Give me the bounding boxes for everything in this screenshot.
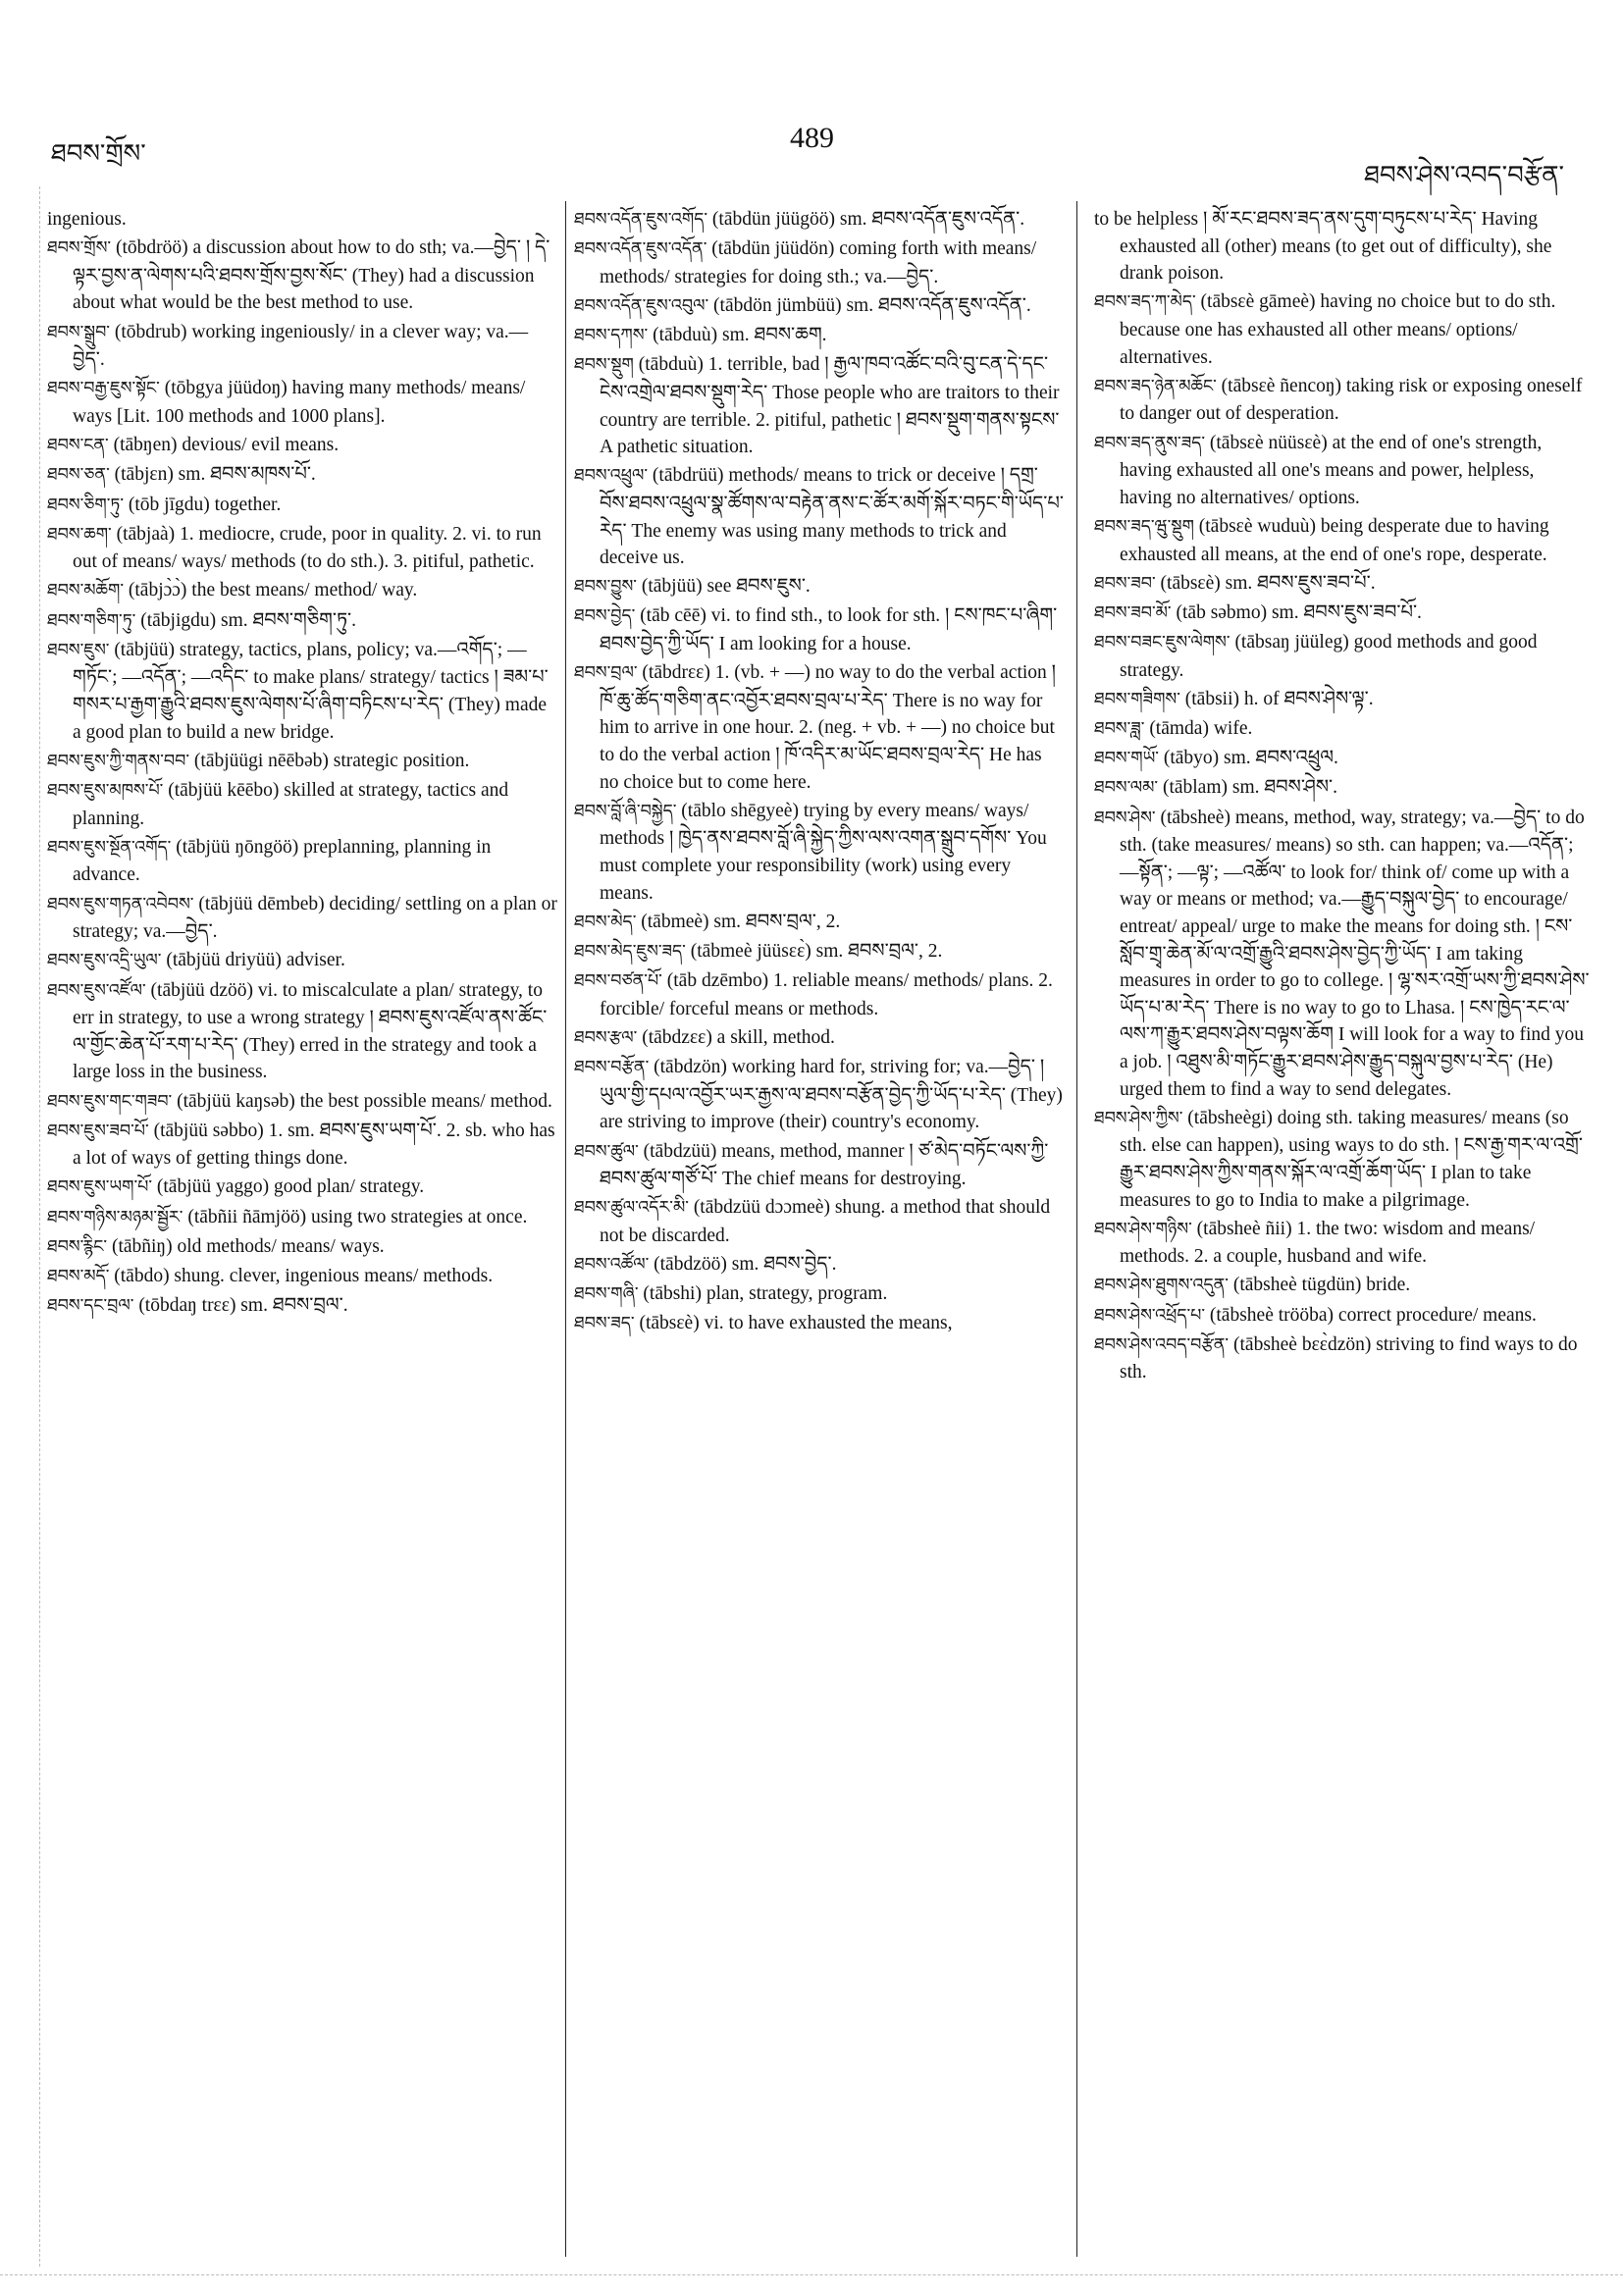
entry-headword: ཐབས་ཇུས་ཡག་པོ་ bbox=[47, 1177, 153, 1198]
entry-definition: (tābsheè) means, method, way, strategy; va.—བྱེད་ to do sth. (take measures/ means) so sth. can happen; va.—འདོན་; —སྟོན་; —ལྟ་; —འཚོལ་ to look for/ think of/ come up with a way or means or method; va.—རྒྱུད་བསྐུལ་བྱེད་ to encourage/ entreat/ appeal/ urge to make the means for doing sth. ། ངས་སློབ་གྲྭ་ཆེན་མོ་ལ་འགྲོ་རྒྱུའི་ཐབས་ཤེས་བྱེད་ཀྱི་ཡོད་ I am taking measures in order to go to college. ། ལྷ་སར་འགྲོ་ཡས་ཀྱི་ཐབས་ཤེས་ཡོད་པ་མ་རེད་ There is no way to go to Lhasa. ། ངས་ཁྱེད་རང་ལ་ལས་ཀ་རྒྱུར་ཐབས་ཤེས་བལྟས་ཆོག I will look for a way to find you a job. ། འཐུས་མི་གཏོང་རྒྱུར་ཐབས་ཤེས་རྒྱུད་བསྐུལ་བྱས་པ་རེད་ (He) urged them to find a way to send delegates. bbox=[1120, 807, 1590, 1100]
entry-definition: (tābñiŋ) old methods/ means/ ways. bbox=[107, 1235, 385, 1257]
dictionary-entry bbox=[1094, 1105, 1590, 1214]
entry-headword: ཐབས་ངན་ bbox=[47, 436, 109, 456]
entry-definition: (tābjüügi nēēbəb) strategic position. bbox=[189, 750, 470, 771]
dictionary-entry bbox=[1094, 570, 1590, 599]
entry-definition: (tābdün jüügöö) sm. ཐབས་འདོན་ཇུས་འདོན་. bbox=[707, 209, 1025, 230]
entry-headword: ཐབས་གཡོ་ bbox=[1094, 749, 1159, 769]
dictionary-entry bbox=[47, 977, 557, 1086]
entry-definition: to be helpless ། མོ་རང་ཐབས་ཟད་ནས་དུག་བཏུངས་པ་རེད་ Having exhausted all (other) means (to get out of difficulty), she drank poison. bbox=[1094, 209, 1552, 285]
entry-headword: ཐབས་ཇུས་གཏན་འབེབས་ bbox=[47, 894, 194, 914]
entry-definition: (tābjüü yaggo) good plan/ strategy. bbox=[152, 1176, 425, 1198]
dictionary-entry bbox=[1094, 288, 1590, 371]
right-guide-word: ཐབས་ཤེས་འབད་བརྩོན་ bbox=[1364, 161, 1564, 190]
left-guide-word: ཐབས་གྲོས་ bbox=[51, 139, 146, 169]
dictionary-entry bbox=[47, 206, 557, 234]
entry-headword: ཐབས་ཇུས་འདྲི་ཡུལ་ bbox=[47, 951, 162, 971]
dictionary-entry bbox=[47, 748, 557, 776]
entry-definition: (tābsheègi) doing sth. taking measures/ means (so sth. else can happen), using ways to do sth. ། ངས་རྒྱ་གར་ལ་འགྲོ་རྒྱུར་ཐབས་ཤེས་ཀྱིས་གནས་སྐོར་ལ་འགྲོ་ཆོག་ཡོད་ I plan to take measures to go to India to make a pilgrimage. bbox=[1120, 1107, 1583, 1211]
entry-headword: ཐབས་ལམ་ bbox=[1094, 778, 1159, 799]
entry-definition: (tōbdröö) a discussion about how to do sth; va.—བྱེད་ ། དེ་ལྟར་བྱས་ན་ལེགས་པའི་ཐབས་གྲོས་བྱས་སོང་ (They) had a discussion about what would be the best method to use. bbox=[73, 237, 550, 314]
entry-definition: (tābjɛn) sm. ཐབས་མཁས་པོ་. bbox=[109, 464, 316, 486]
dictionary-entry bbox=[574, 1054, 1065, 1136]
entry-definition: ingenious. bbox=[47, 209, 127, 230]
entry-definition: (tābsheè tügdün) bride. bbox=[1228, 1275, 1411, 1296]
entry-headword: ཐབས་ཟབ་མོ་ bbox=[1094, 602, 1172, 623]
entry-definition: (tābdzöö) sm. ཐབས་བྱེད་. bbox=[649, 1254, 837, 1276]
column-3 bbox=[1094, 206, 1590, 2257]
dictionary-entry bbox=[574, 967, 1065, 1022]
dictionary-entry bbox=[1094, 745, 1590, 773]
entry-definition: (tāblo shēgyeè) trying by every means/ ways/ methods ། ཁྱེད་ནས་ཐབས་བློ་ཞི་སྐྱེད་ཀྱིས་ལས་འགན་སྒྲུབ་དགོས་ You must complete your responsibility (work) using every means. bbox=[600, 800, 1047, 904]
dictionary-entry bbox=[574, 1251, 1065, 1279]
dictionary-entry bbox=[47, 777, 557, 832]
entry-definition: (tābsheè ñii) 1. the two: wisdom and means/ methods. 2. a couple, husband and wife. bbox=[1120, 1218, 1536, 1268]
entry-headword: ཐབས་བྲལ་ bbox=[574, 663, 638, 684]
entry-definition: (tābjüü kaŋsəb) the best possible means/ method. bbox=[172, 1090, 552, 1112]
scan-edge-line bbox=[39, 186, 40, 2267]
dictionary-entry bbox=[1094, 600, 1590, 628]
dictionary-entry bbox=[574, 1024, 1065, 1053]
dictionary-entry bbox=[47, 577, 557, 605]
entry-definition: (tābdzüü dɔɔmeè) shung. a method that should not be discarded. bbox=[600, 1197, 1051, 1246]
entry-headword: ཐབས་ཤེས་ཀྱིས་ bbox=[1094, 1108, 1183, 1128]
entry-headword: ཐབས་ཟད་ཝུ་སྡུག bbox=[1094, 516, 1194, 537]
entry-headword: ཐབས་ཟད་ bbox=[574, 1314, 635, 1334]
dictionary-entry bbox=[1094, 1331, 1590, 1386]
entry-headword: ཐབས་ཟད་ནུས་ཟད་ bbox=[1094, 433, 1206, 453]
dictionary-entry bbox=[47, 235, 557, 317]
entry-definition: (tābsheè bɛɛ̀dzön) striving to find ways to do sth. bbox=[1120, 1333, 1578, 1383]
entry-headword: ཐབས་འདོན་ཇུས་འདོན་ bbox=[574, 239, 707, 260]
dictionary-entry bbox=[1094, 513, 1590, 568]
entry-headword: ཐབས་བློ་ཞི་བསྐྱེད་ bbox=[574, 801, 677, 821]
dictionary-entry bbox=[47, 1118, 557, 1173]
entry-headword: ཐབས་བྱུས་ bbox=[574, 577, 637, 598]
entry-definition: (tābjigdu) sm. ཐབས་གཅིག་ཏུ་. bbox=[135, 609, 357, 631]
dictionary-entry bbox=[47, 432, 557, 460]
entry-headword: ཐབས་ཇུས་ཀྱི་གནས་བབ་ bbox=[47, 751, 190, 771]
entry-definition: (tābsɛè ñencoŋ) taking risk or exposing oneself to danger out of desperation. bbox=[1120, 375, 1583, 425]
entry-headword: ཐབས་མེད་ bbox=[574, 912, 637, 932]
dictionary-entry bbox=[574, 235, 1065, 290]
entry-headword: ཐབས་བརྩོན་ bbox=[574, 1058, 650, 1078]
entry-definition: (tābjüü) see ཐབས་ཇུས་. bbox=[636, 576, 811, 598]
dictionary-entry bbox=[47, 375, 557, 430]
dictionary-entry bbox=[1094, 1272, 1590, 1300]
entry-headword: ཐབས་ཟད་ཀ་མེད་ bbox=[1094, 292, 1196, 313]
entry-headword: ཐབས་སྒྲུབ་ bbox=[47, 322, 110, 342]
dictionary-entry bbox=[1094, 686, 1590, 714]
dictionary-entry bbox=[574, 1138, 1065, 1193]
entry-headword: ཐབས་ཇུས་ཟབ་པོ་ bbox=[47, 1121, 149, 1141]
entry-definition: (tōbdrub) working ingeniously/ in a clever way; va.—བྱེད་. bbox=[73, 321, 529, 371]
entry-definition: (tābsaŋ jüüleg) good methods and good strategy. bbox=[1120, 632, 1538, 681]
entry-headword: ཐབས་མདོ་ bbox=[47, 1267, 110, 1287]
dictionary-entry bbox=[574, 659, 1065, 796]
dictionary-entry bbox=[47, 492, 557, 520]
dictionary-entry bbox=[1094, 1216, 1590, 1271]
entry-headword: ཐབས་ཇུས་ bbox=[47, 640, 110, 660]
column-2 bbox=[574, 206, 1065, 2257]
entry-headword: ཐབས་ཤེས་འཕྲོད་པ་ bbox=[1094, 1305, 1206, 1326]
dictionary-entry bbox=[574, 602, 1065, 657]
entry-headword: ཐབས་གཉིས་མཉམ་སྦྱོར་ bbox=[47, 1207, 183, 1227]
dictionary-entry bbox=[574, 573, 1065, 601]
entry-headword: ཐབས་རྙིང་ bbox=[47, 1236, 108, 1257]
entry-definition: (tābduù) 1. terrible, bad ། རྒྱལ་ཁབ་འཚོང་བའི་བུ་ངན་དེ་དང་ངེས་འགྲེལ་ཐབས་སྡུག་རེད་ Those people who are traitors to their country are terrible. 2. pitiful, pathetic ། ཐབས་སྡུག་གནས་སྟངས་ A pathetic situation. bbox=[600, 354, 1060, 458]
entry-headword: ཐབས་གཞི་ bbox=[574, 1284, 639, 1305]
dictionary-entry bbox=[574, 351, 1065, 460]
dictionary-entry bbox=[1094, 1302, 1590, 1331]
entry-headword: ཐབས་ཤེས་ bbox=[1094, 808, 1156, 828]
dictionary-entry bbox=[47, 1174, 557, 1202]
dictionary-entry bbox=[47, 834, 557, 889]
entry-definition: (tābsɛè nüüsɛè) at the end of one's strength, having exhausted all one's means and power, helpless, having no alternatives/ options. bbox=[1120, 432, 1543, 508]
scan-bottom-line bbox=[0, 2274, 1623, 2275]
entry-definition: (tābsii) h. of ཐབས་ཤེས་ལྟ་. bbox=[1179, 688, 1374, 709]
dictionary-entry bbox=[1094, 373, 1590, 428]
entry-headword: ཐབས་མཆོག་ bbox=[47, 581, 125, 601]
entry-headword: ཐབས་འདོན་ཇུས་འགོད་ bbox=[574, 210, 708, 230]
entry-definition: (tābdrüü) methods/ means to trick or deceive ། དགྲ་བོས་ཐབས་འཕྲུལ་སྣ་ཚོགས་ལ་བརྟེན་ནས་ང་ཚོར་མགོ་སྐོར་བཏང་གི་ཡོད་པ་རེད་ The enemy was using many methods to trick and deceive us. bbox=[600, 465, 1064, 569]
entry-definition: (tōb jīgdu) together. bbox=[124, 494, 282, 515]
entry-definition: (tōbdaŋ trɛɛ) sm. ཐབས་བྲལ་. bbox=[133, 1295, 348, 1317]
entry-headword: ཐབས་ཇུས་འཛོལ་ bbox=[47, 980, 146, 1001]
dictionary-entry bbox=[574, 322, 1065, 350]
entry-definition: (tābdzüü) means, method, manner ། ཙ་མེད་བཏོང་ལས་ཀྱི་ཐབས་ཚུལ་གཙོ་པོ་ The chief means for destroying. bbox=[600, 1140, 1049, 1190]
entry-definition: (tābjüü səbbo) 1. sm. ཐབས་ཇུས་ཡག་པོ་. 2. sb. who has a lot of ways of getting things done. bbox=[73, 1120, 555, 1170]
entry-definition: (tābjɔ̀ɔ̀) the best means/ method/ way. bbox=[124, 580, 418, 601]
dictionary-entry bbox=[1094, 206, 1590, 287]
entry-definition: (tābsɛè) vi. to have exhausted the means, bbox=[634, 1313, 953, 1334]
entry-headword: ཐབས་དང་བྲལ་ bbox=[47, 1296, 134, 1317]
entry-definition: (tābshi) plan, strategy, program. bbox=[638, 1283, 888, 1305]
entry-definition: (tāb səbmo) sm. ཐབས་ཇུས་ཟབ་པོ་. bbox=[1171, 601, 1422, 623]
column-rule bbox=[565, 201, 566, 2257]
dictionary-entry bbox=[574, 938, 1065, 966]
dictionary-entry bbox=[1094, 774, 1590, 803]
entry-definition: (tābsɛè gāmeè) having no choice but to do sth. because one has exhausted all other means/ options/ alternatives. bbox=[1120, 291, 1556, 368]
dictionary-entry bbox=[574, 798, 1065, 907]
entry-headword: ཐབས་ཆག་ bbox=[47, 524, 112, 545]
entry-headword: ཐབས་ཤེས་གཉིས་ bbox=[1094, 1219, 1192, 1239]
dictionary-entry bbox=[47, 1204, 557, 1232]
dictionary-entry bbox=[574, 1280, 1065, 1309]
entry-definition: (tāmda) wife. bbox=[1144, 718, 1253, 740]
entry-definition: (tābjaà) 1. mediocre, crude, poor in quality. 2. vi. to run out of means/ ways/ methods (to do sth.). 3. pitiful, pathetic. bbox=[73, 523, 542, 573]
entry-headword: ཐབས་འཕྲུལ་ bbox=[574, 466, 649, 487]
entry-definition: (tābmeè) sm. ཐབས་བྲལ་, 2. bbox=[636, 911, 841, 932]
dictionary-entry bbox=[1094, 430, 1590, 512]
column-rule bbox=[1076, 201, 1077, 2257]
entry-definition: (tābdün jüüdön) coming forth with means/ methods/ strategies for doing sth.; va.—བྱེད་. bbox=[600, 238, 1037, 287]
dictionary-entry bbox=[47, 319, 557, 374]
entry-definition: (tāb cēē) vi. to find sth., to look for sth. ། ངས་ཁང་པ་ཞིག་ཐབས་བྱེད་ཀྱི་ཡོད་ I am looking for a house. bbox=[600, 605, 1058, 655]
entry-headword: ཐབས་འདོན་ཇུས་འབུལ་ bbox=[574, 295, 709, 316]
entry-definition: (tābjüü) strategy, tactics, plans, policy; va.—འགོད་; —གཏོང་; —འདོན་; —འདིང་ to make plans/ strategy/ tactics ། ཟམ་པ་གསར་པ་རྒྱག་རྒྱུའི་ཐབས་ཇུས་ལེགས་པོ་ཞིག་བཏིངས་པ་རེད་ (They) made a good plan to build a new bridge. bbox=[73, 639, 549, 743]
entry-headword: ཐབས་གཅིག་ཏུ་ bbox=[47, 610, 136, 631]
dictionary-entry bbox=[47, 1263, 557, 1291]
dictionary-entry bbox=[574, 1310, 1065, 1338]
entry-headword: ཐབས་རྩལ་ bbox=[574, 1027, 638, 1048]
entry-definition: (tābjüü ŋōngöö) preplanning, planning in advance. bbox=[73, 836, 492, 886]
dictionary-entry bbox=[574, 292, 1065, 321]
entry-headword: ཐབས་གཟིགས་ bbox=[1094, 689, 1180, 709]
entry-definition: (tābdo) shung. clever, ingenious means/ methods. bbox=[109, 1266, 494, 1287]
dictionary-entry bbox=[1094, 805, 1590, 1104]
entry-definition: (tābjüü dzöö) vi. to miscalculate a plan/ strategy, to err in strategy, to use a wrong strategy ། ཐབས་ཇུས་འཛོལ་ནས་ཚོང་ལ་གྱོང་ཆེན་པོ་རག་པ་རེད་ (They) erred in the strategy and took a large loss in the business. bbox=[73, 979, 548, 1083]
entry-definition: (tābjüü dēmbeb) deciding/ settling on a plan or strategy; va.—བྱེད་. bbox=[73, 893, 557, 943]
dictionary-entry bbox=[47, 1088, 557, 1117]
entry-definition: (tābsɛè) sm. ཐབས་ཇུས་ཟབ་པོ་. bbox=[1155, 572, 1376, 594]
dictionary-entry bbox=[574, 462, 1065, 571]
entry-headword: ཐབས་ཟབ་ bbox=[1094, 573, 1156, 594]
entry-definition: (tōbgya jüüdoŋ) having many methods/ means/ ways [Lit. 100 methods and 1000 plans]. bbox=[73, 378, 526, 427]
entry-headword: ཐབས་ཟླ་ bbox=[1094, 719, 1145, 740]
entry-definition: (tābsɛè wuduù) being desperate due to having exhausted all means, at the end of one's rope, desperate. bbox=[1120, 515, 1549, 565]
entry-definition: (tābdzɛɛ) a skill, method. bbox=[637, 1026, 835, 1048]
entry-headword: ཐབས་དཀས་ bbox=[574, 326, 649, 346]
entry-headword: ཐབས་ཅན་ bbox=[47, 465, 110, 486]
dictionary-entry bbox=[47, 461, 557, 490]
entry-definition: (tābjüü driyüü) adviser. bbox=[161, 950, 345, 971]
entry-headword: ཐབས་ཚུལ་ bbox=[574, 1141, 639, 1162]
entry-definition: (tābdrɛɛ) 1. (vb. + —) no way to do the verbal action ། ཁོ་ཆུ་ཚོད་གཅིག་ནང་འབྱོར་ཐབས་བྲལ་པ་རེད་ There is no way for him to arrive in one hour. 2. (neg. + vb. + —) no choice but to do the verbal action ། ཁོ་འདིར་མ་ཡོང་ཐབས་བྲལ་རེད་ He has no choice but to come here. bbox=[600, 662, 1056, 793]
dictionary-entry bbox=[47, 607, 557, 636]
dictionary-entry bbox=[47, 1292, 557, 1321]
entry-definition: (tābñii ñāmjöö) using two strategies at once. bbox=[183, 1206, 528, 1227]
entry-headword: ཐབས་ཟད་ཉེན་མཆོང་ bbox=[1094, 376, 1217, 396]
dictionary-entry bbox=[47, 891, 557, 946]
dictionary-entry bbox=[574, 909, 1065, 937]
entry-definition: (tābsheè trööba) correct procedure/ means. bbox=[1205, 1304, 1537, 1326]
entry-definition: (tābdzön) working hard for, striving for; va.—བྱེད་ ། ཡུལ་གྱི་དཔལ་འབྱོར་ཡར་རྒྱས་ལ་ཐབས་བརྩོན་བྱེད་ཀྱི་ཡོད་པ་རེད་ (They) are striving to improve (their) country's economy. bbox=[600, 1057, 1063, 1133]
dictionary-entry bbox=[47, 1233, 557, 1262]
entry-definition: (tābjüü kēēbo) skilled at strategy, tactics and planning. bbox=[73, 780, 509, 829]
entry-definition: (tāb dzēmbo) 1. reliable means/ methods/ plans. 2. forcible/ forceful means or methods. bbox=[600, 970, 1053, 1019]
entry-headword: ཐབས་བཟང་ཇུས་ལེགས་ bbox=[1094, 633, 1230, 653]
dictionary-entry bbox=[1094, 629, 1590, 684]
entry-definition: (tābduù) sm. ཐབས་ཆག. bbox=[648, 325, 827, 346]
entry-definition: (tābyo) sm. ཐབས་འཕྲུལ. bbox=[1158, 748, 1338, 769]
entry-definition: (tāblam) sm. ཐབས་ཤེས་. bbox=[1158, 777, 1338, 799]
entry-definition: (tābmeè jüüsɛɛ̀) sm. ཐབས་བྲལ་, 2. bbox=[685, 940, 943, 962]
entry-headword: ཐབས་ཇུས་སྔོན་འགོད་ bbox=[47, 837, 172, 858]
dictionary-entry bbox=[47, 947, 557, 975]
entry-headword: ཐབས་བརྒྱ་ཇུས་སྟོང་ bbox=[47, 379, 160, 399]
entry-headword: ཐབས་སྡུག bbox=[574, 355, 634, 376]
entry-headword: ཐབས་བཙན་པོ་ bbox=[574, 971, 662, 992]
entry-headword: ཐབས་ཇུས་མཁས་པོ་ bbox=[47, 781, 164, 801]
entry-definition: (tābdön jümbüü) sm. ཐབས་འདོན་ཇུས་འདོན་. bbox=[708, 294, 1031, 316]
dictionary-entry bbox=[47, 521, 557, 576]
entry-headword: ཐབས་ཅིག་ཏུ་ bbox=[47, 495, 125, 515]
entry-headword: ཐབས་ཇུས་གང་གཟབ་ bbox=[47, 1091, 173, 1112]
entry-headword: ཐབས་བྱེད་ bbox=[574, 606, 636, 627]
dictionary-entry bbox=[1094, 715, 1590, 744]
entry-headword: ཐབས་ཚུལ་འདོར་མི་ bbox=[574, 1198, 689, 1219]
entry-definition: (tābŋen) devious/ evil means. bbox=[108, 435, 340, 456]
dictionary-entry bbox=[574, 206, 1065, 235]
column-1 bbox=[47, 206, 557, 2257]
entry-headword: ཐབས་ཤེས་ཐུགས་འདུན་ bbox=[1094, 1276, 1229, 1296]
entry-headword: ཐབས་འཚོལ་ bbox=[574, 1255, 650, 1276]
entry-headword: ཐབས་མེད་ཇུས་ཟད་ bbox=[574, 941, 686, 962]
entry-headword: ཐབས་ཤེས་འབད་བརྩོན་ bbox=[1094, 1334, 1230, 1355]
dictionary-entry bbox=[574, 1194, 1065, 1249]
page-number: 489 bbox=[790, 122, 834, 154]
dictionary-entry bbox=[47, 637, 557, 746]
entry-headword: ཐབས་གྲོས་ bbox=[47, 238, 112, 259]
